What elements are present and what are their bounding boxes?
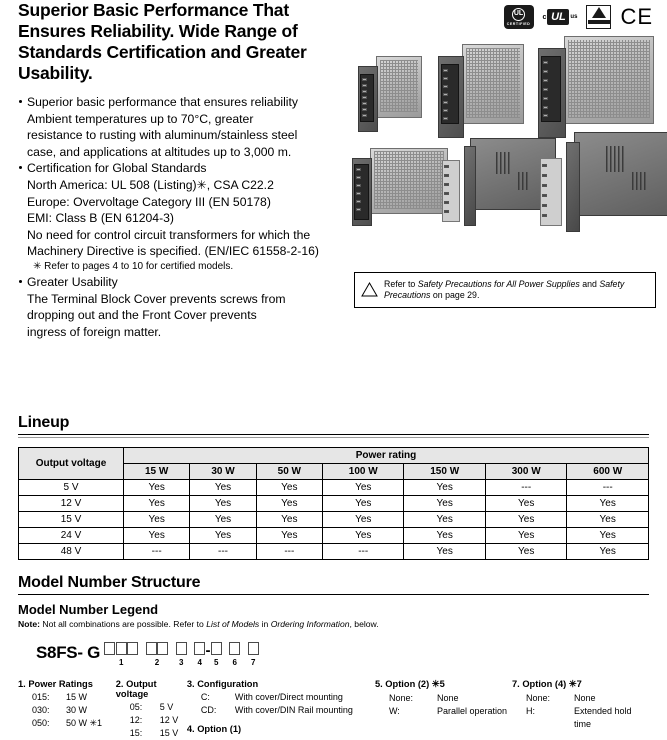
legend-key: None: [525, 692, 551, 703]
header-col-0: 15 W [124, 463, 190, 479]
cell: Yes [485, 543, 566, 559]
legend-column-configuration [187, 679, 375, 740]
ul-mark-icon: UL [547, 9, 569, 25]
legend-item [512, 705, 649, 731]
header-output-voltage: Output voltage [19, 447, 124, 479]
note-part: in [259, 618, 271, 629]
feature-line: Ambient temperatures up to 70°C, greater [27, 111, 254, 126]
table-row [19, 543, 649, 559]
table-header-row-1 [19, 447, 649, 463]
legend-column-power-ratings [18, 679, 116, 740]
legend-column-output-voltage [116, 679, 187, 740]
header-col-6: 600 W [567, 463, 649, 479]
cell: Yes [567, 495, 649, 511]
legend-key: 050: [32, 717, 50, 728]
product-unit-50w [438, 44, 524, 140]
legend-item [512, 692, 649, 705]
feature-bullet-3 [18, 274, 348, 340]
model-boxes [104, 642, 139, 655]
legend-subtitle-option1: 4. Option (1) [186, 723, 242, 734]
cell: Yes [485, 511, 566, 527]
cell: Yes [256, 527, 322, 543]
legend-item [375, 705, 512, 718]
legend-column-option4 [512, 679, 649, 740]
feature-line: North America: UL 508 (Listing)✳, CSA C22.2 [27, 177, 274, 192]
product-unit-covered-small [352, 148, 448, 228]
bullet-dot-icon [19, 166, 22, 169]
header-col-5: 300 W [485, 463, 566, 479]
legend-item [18, 717, 116, 730]
legend-key: CD: [200, 704, 217, 715]
feature-line: Certification for Global Standards [27, 161, 207, 176]
model-box[interactable] [146, 642, 157, 655]
model-number-legend [18, 679, 649, 740]
cell: Yes [404, 527, 485, 543]
cell: Yes [567, 511, 649, 527]
note-label: Note: [18, 618, 40, 629]
legend-title: 7. Option (4) ✳7 [511, 678, 582, 689]
model-group-number: 7 [251, 657, 256, 667]
feature-line: No need for control circuit transformers for which the [27, 227, 311, 242]
legend-key: C: [200, 691, 210, 702]
cell: Yes [567, 543, 649, 559]
legend-item [116, 714, 187, 727]
legend-key: 05: [129, 701, 143, 712]
feature-bullet-2 [18, 160, 348, 274]
table-row [19, 495, 649, 511]
model-boxes [146, 642, 169, 655]
bullet-dot-icon [19, 100, 22, 103]
cell: --- [190, 543, 256, 559]
c-ul-us-c-label: c [542, 13, 547, 21]
model-group-number: 6 [232, 657, 237, 667]
feature-line: ingress of foreign matter. [27, 324, 162, 339]
cell: Yes [322, 527, 403, 543]
legend-value: 15 V [159, 727, 179, 738]
model-box[interactable] [211, 642, 222, 655]
model-box[interactable] [157, 642, 168, 655]
bullet-dot-icon [19, 280, 22, 283]
legend-item [18, 691, 116, 704]
legend-title: 2. Output voltage [115, 678, 157, 699]
model-hyphen: - [205, 641, 211, 659]
legend-title: 5. Option (2) ✳5 [374, 678, 445, 689]
model-box[interactable] [176, 642, 187, 655]
model-number-code [36, 642, 649, 667]
cell: Yes [322, 511, 403, 527]
note-part-italic: Safety Precautions [384, 278, 625, 300]
feature-line: Superior basic performance that ensures reliability [27, 95, 298, 109]
table-row [19, 511, 649, 527]
lineup-section [18, 414, 649, 560]
feature-footnote: ✳ Refer to pages 4 to 10 for certified models. [33, 260, 234, 272]
cell: --- [567, 479, 649, 495]
features-column [18, 0, 348, 340]
cell: Yes [190, 511, 256, 527]
legend-key: 015: [32, 691, 50, 702]
section-divider [18, 434, 649, 435]
legend-value: Parallel operation [436, 705, 508, 716]
model-group-1 [104, 642, 139, 667]
ul-certified-icon [504, 5, 534, 29]
product-photo [352, 36, 667, 266]
note-part-italic: Safety Precautions for All Power Supplies [417, 278, 580, 289]
model-group-2 [146, 642, 169, 667]
model-group-6 [229, 642, 241, 667]
model-group-5 [211, 642, 223, 667]
row-voltage: 24 V [19, 527, 124, 543]
legend-title: 3. Configuration [186, 678, 259, 689]
feature-line: Machinery Directive is specified. (EN/IEC 61558-2-16) [27, 244, 319, 259]
legend-column-option2 [375, 679, 512, 740]
legend-value: With cover/Direct mounting [234, 691, 343, 702]
legend-item [187, 691, 375, 704]
model-group-3 [176, 642, 188, 667]
note-part: Refer to [384, 278, 418, 289]
header-col-1: 30 W [190, 463, 256, 479]
page-title: Superior Basic Performance That Ensures Reliability. Wide Range of Standards Certification and Greater Usability. [18, 0, 307, 83]
model-box[interactable] [127, 642, 138, 655]
header-col-3: 100 W [322, 463, 403, 479]
cell: Yes [404, 543, 485, 559]
model-box[interactable] [104, 642, 115, 655]
legend-key: 030: [32, 704, 50, 715]
feature-line: EMI: Class B (EN 61204-3) [27, 211, 174, 226]
model-group-number: 2 [154, 657, 160, 667]
model-number-structure-heading: Model Number Structure [18, 573, 201, 591]
legend-value: With cover/DIN Rail mounting [234, 704, 353, 715]
cell: Yes [404, 495, 485, 511]
header-power-rating: Power rating [124, 447, 649, 463]
legend-title: 1. Power Ratings [18, 678, 93, 689]
note-part: on page 29. [430, 290, 480, 300]
cell: Yes [124, 511, 190, 527]
legend-key: H: [525, 705, 535, 716]
legend-value: None [436, 692, 459, 703]
model-boxes [211, 642, 223, 655]
cell: --- [124, 543, 190, 559]
safety-note-text [384, 279, 649, 302]
model-box[interactable] [194, 642, 205, 655]
cell: --- [256, 543, 322, 559]
feature-bullet-list [18, 94, 348, 340]
cell: Yes [124, 495, 190, 511]
feature-line: Europe: Overvoltage Category III (EN 50178) [27, 194, 271, 209]
tuv-bar-icon [588, 20, 610, 24]
row-voltage: 48 V [19, 543, 124, 559]
legend-key: 12: [129, 714, 143, 725]
cell: Yes [485, 527, 566, 543]
tuv-icon [586, 5, 611, 29]
model-prefix: S8FS- G [36, 642, 101, 662]
legend-value: 50 W ✳1 [66, 717, 103, 728]
model-group-number: 5 [214, 657, 219, 667]
cell: Yes [256, 479, 322, 495]
feature-line: dropping out and the Front Cover prevents [27, 308, 257, 323]
legend-value: 5 V [159, 701, 174, 712]
c-ul-us-us-label: us [570, 14, 578, 20]
cell: Yes [322, 495, 403, 511]
cell: Yes [256, 511, 322, 527]
feature-line: Greater Usability [27, 274, 118, 289]
row-voltage: 15 V [19, 511, 124, 527]
cell: Yes [404, 511, 485, 527]
lineup-table [18, 447, 649, 560]
cell: Yes [485, 495, 566, 511]
model-group-number: 1 [119, 657, 124, 667]
model-box[interactable] [229, 642, 240, 655]
legend-value: 15 W [66, 691, 88, 702]
c-ul-us-icon [543, 9, 578, 25]
model-number-note [18, 619, 649, 630]
cell: Yes [322, 479, 403, 495]
legend-key: W: [388, 705, 400, 716]
cell: Yes [124, 527, 190, 543]
feature-line: case, and applications at altitudes up to 3,000 m. [27, 144, 292, 159]
header-col-4: 150 W [404, 463, 485, 479]
product-unit-150w [538, 36, 654, 140]
ul-ring-icon: UL [512, 8, 525, 21]
model-boxes [194, 642, 206, 655]
feature-bullet-1 [18, 94, 348, 160]
model-group-number: 3 [179, 657, 184, 667]
legend-value: Extended hold time [573, 705, 632, 729]
product-unit-15w [358, 56, 422, 134]
legend-value: 30 W [66, 704, 88, 715]
model-group-4 [194, 642, 206, 667]
model-group-number: 4 [197, 657, 202, 667]
cell: Yes [124, 479, 190, 495]
certification-logos [504, 2, 653, 32]
cell: --- [485, 479, 566, 495]
note-part: and [579, 278, 600, 289]
legend-key: 15: [129, 727, 143, 738]
legend-item [375, 692, 512, 705]
section-divider [18, 594, 649, 595]
model-group-7 [248, 642, 260, 667]
row-voltage: 5 V [19, 479, 124, 495]
safety-note-box [354, 272, 656, 308]
note-part: , below. [349, 618, 379, 629]
product-unit-covered-large [534, 132, 667, 236]
legend-item [116, 701, 187, 714]
cell: Yes [190, 495, 256, 511]
ul-certified-label: CERTIFIED [506, 22, 531, 26]
table-row [19, 527, 649, 543]
model-box[interactable] [116, 642, 127, 655]
legend-value: None [573, 692, 596, 703]
row-voltage: 12 V [19, 495, 124, 511]
imagery-column [354, 0, 653, 340]
cell: Yes [404, 479, 485, 495]
cell: Yes [190, 479, 256, 495]
model-box[interactable] [248, 642, 259, 655]
warning-triangle-icon [361, 283, 377, 297]
legend-item [116, 727, 187, 740]
feature-line: resistance to rusting with aluminum/stainless steel [27, 128, 298, 143]
lineup-heading: Lineup [18, 414, 70, 432]
legend-value: 12 V [159, 714, 179, 725]
model-boxes [176, 642, 188, 655]
cell: Yes [190, 527, 256, 543]
cell: Yes [256, 495, 322, 511]
header-col-2: 50 W [256, 463, 322, 479]
tuv-triangle-icon [592, 7, 606, 18]
note-part-italic: List of Models [206, 618, 260, 629]
table-row [19, 479, 649, 495]
ce-mark-icon: CE [620, 4, 653, 29]
note-part: Not all combinations are possible. Refer to [39, 618, 207, 629]
model-boxes [248, 642, 260, 655]
model-boxes [229, 642, 241, 655]
cell: --- [322, 543, 403, 559]
cell: Yes [567, 527, 649, 543]
legend-key: None: [388, 692, 413, 703]
section-divider-secondary [18, 437, 649, 438]
model-number-legend-heading: Model Number Legend [18, 601, 159, 617]
top-section [18, 0, 653, 340]
feature-line: The Terminal Block Cover prevents screws from [27, 291, 286, 306]
note-part-italic: Ordering Information [270, 618, 350, 629]
